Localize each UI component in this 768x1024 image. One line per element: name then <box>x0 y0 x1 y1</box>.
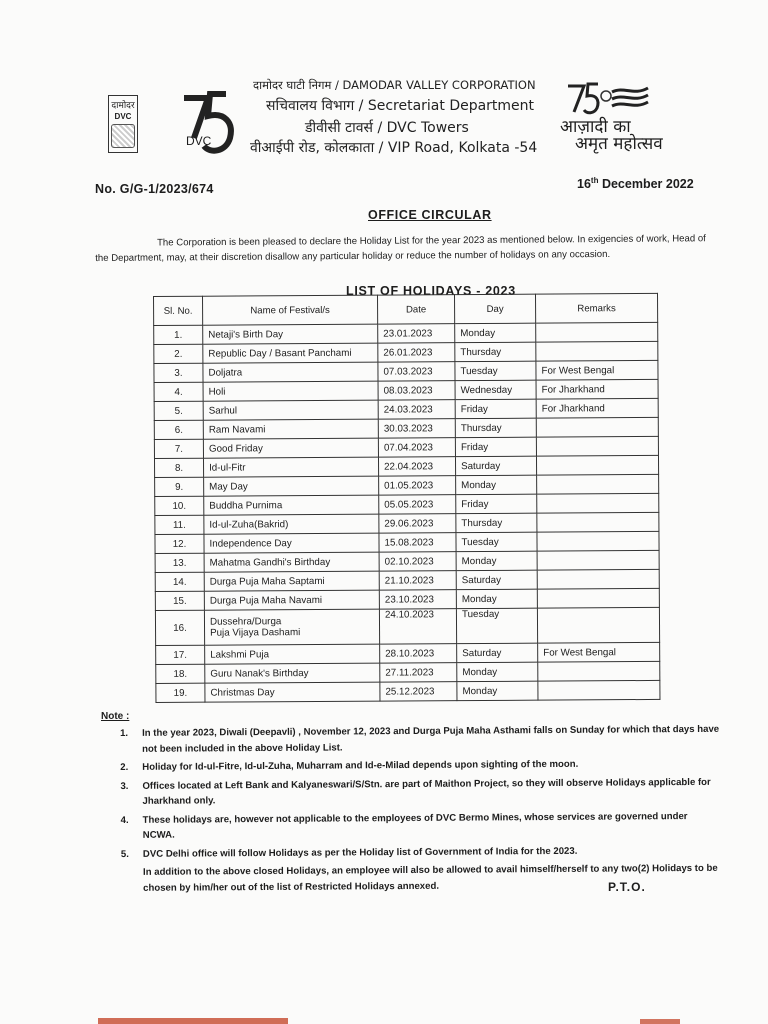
dvc-75-logo <box>180 88 240 160</box>
cell-remarks <box>537 531 659 551</box>
cell-date: 15.08.2023 <box>379 533 456 552</box>
cell-sl: 10. <box>155 496 204 515</box>
org-name-line: दामोदर घाटी निगम / DAMODAR VALLEY CORPORATION <box>253 78 536 92</box>
cell-remarks <box>538 661 660 681</box>
circular-title: OFFICE CIRCULAR <box>368 208 492 222</box>
cell-day: Tuesday <box>455 361 536 380</box>
festival-name-line2: Puja Vijaya Dashami <box>210 627 301 639</box>
cell-day: Saturday <box>457 643 538 662</box>
cell-remarks <box>536 322 658 342</box>
cell-festival-name: Good Friday <box>203 438 378 458</box>
col-header-sl: Sl. No. <box>154 296 203 325</box>
cell-festival-name: Independence Day <box>204 533 379 553</box>
cell-day: Monday <box>456 475 537 494</box>
note-number: 2. <box>120 761 129 773</box>
date-month-year: December 2022 <box>601 177 694 192</box>
note-text: In the year 2023, Diwali (Deepavli) , November 12, 2023 and Durga Puja Maha Asthami falls on Sunday for which that days have not been included in the above Holiday List. <box>142 723 720 755</box>
cell-date: 08.03.2023 <box>378 381 455 400</box>
azadi-text-line2: अमृत महोत्सव <box>575 134 663 154</box>
cell-date: 29.06.2023 <box>379 514 456 533</box>
cell-sl: 1. <box>154 325 203 344</box>
note-heading: Note : <box>101 711 130 722</box>
cell-festival-name: Doljatra <box>203 362 378 382</box>
cell-sl: 19. <box>156 683 205 702</box>
note-text: Holiday for Id-ul-Fitre, Id-ul-Zuha, Muharram and Id-e-Milad depends upon sighting of the moon. <box>142 758 579 773</box>
cell-festival-name: Durga Puja Maha Navami <box>204 590 379 610</box>
cell-remarks <box>537 588 659 608</box>
cell-sl: 3. <box>154 363 203 382</box>
cell-day: Wednesday <box>455 380 536 399</box>
circular-date <box>577 176 694 191</box>
cell-day: Thursday <box>455 418 536 437</box>
emblem-abbr-text: DVC <box>114 112 132 121</box>
cell-festival-name: Sarhul <box>203 400 378 420</box>
col-header-remarks: Remarks <box>535 293 657 323</box>
cell-date: 26.01.2023 <box>378 343 455 362</box>
cell-date: 24.10.2023 <box>379 609 456 644</box>
cell-day: Monday <box>457 662 538 681</box>
holiday-table-wrapper <box>153 293 660 703</box>
cell-festival-name: Mahatma Gandhi's Birthday <box>204 552 379 572</box>
cell-remarks <box>537 569 659 589</box>
cell-day: Saturday <box>455 456 536 475</box>
intro-text: The Corporation is been pleased to declare the Holiday List for the year 2023 as mentioned below. In exigencies of work, Head of the Department, may, at their discretion disallow any particular holiday or reduce the number of holidays on any occasion. <box>95 233 706 264</box>
scan-edge-mark-right <box>640 1019 680 1024</box>
cell-remarks <box>537 512 659 532</box>
cell-sl: 2. <box>154 344 203 363</box>
cell-date: 02.10.2023 <box>379 552 456 571</box>
cell-day: Monday <box>455 323 536 342</box>
note-number: 3. <box>120 780 129 792</box>
cell-day: Saturday <box>456 570 537 589</box>
cell-date: 27.11.2023 <box>380 663 457 682</box>
extra-note: In addition to the above closed Holidays, an employee will also be allowed to avail himself/herself to any two(2) Holidays to be chosen by him/her out of the list of Restricted Holidays annexed. <box>142 862 718 894</box>
note-number: 4. <box>120 814 129 826</box>
cell-date: 28.10.2023 <box>380 644 457 663</box>
cell-sl: 11. <box>155 515 204 534</box>
date-day: 16 <box>577 177 591 192</box>
note-item <box>121 842 721 862</box>
cell-festival-name: Ram Navami <box>203 419 378 439</box>
cell-sl: 14. <box>155 572 204 591</box>
cell-sl: 17. <box>156 645 205 664</box>
cell-festival-name: Durga Puja Maha Saptami <box>204 571 379 591</box>
address-line: वीआईपी रोड, कोलकाता / VIP Road, Kolkata -54 <box>250 140 538 156</box>
cell-sl: 18. <box>156 664 205 683</box>
cell-sl: 15. <box>155 591 204 610</box>
cell-date: 23.01.2023 <box>378 324 455 343</box>
note-item <box>120 756 720 776</box>
building-line: डीवीसी टावर्स / DVC Towers <box>305 120 469 136</box>
cell-festival-name: Buddha Purnima <box>204 495 379 515</box>
cell-remarks <box>537 550 659 570</box>
cell-sl: 16. <box>155 610 204 645</box>
cell-remarks <box>537 474 659 494</box>
cell-day: Tuesday <box>456 532 537 551</box>
cell-day: Friday <box>456 494 537 513</box>
col-header-name: Name of Festival/s <box>203 295 378 325</box>
col-header-date: Date <box>377 295 454 324</box>
cell-sl: 8. <box>154 458 203 477</box>
azadi-text-line1: आज़ादी का <box>560 117 631 137</box>
emblem-art-icon <box>111 124 135 148</box>
cell-date: 22.04.2023 <box>378 457 455 476</box>
cell-festival-name: Christmas Day <box>205 682 380 702</box>
cell-day: Monday <box>457 681 538 700</box>
cell-festival-name: Netaji's Birth Day <box>203 324 378 344</box>
table-row <box>156 680 660 702</box>
cell-day: Friday <box>455 437 536 456</box>
cell-sl: 7. <box>154 439 203 458</box>
cell-remarks <box>538 680 660 700</box>
cell-day: Monday <box>456 551 537 570</box>
cell-remarks <box>536 341 658 361</box>
reference-number: No. G/G-1/2023/674 <box>95 182 214 196</box>
cell-date: 21.10.2023 <box>379 571 456 590</box>
cell-remarks: For Jharkhand <box>536 398 658 418</box>
note-item <box>120 722 720 757</box>
cell-sl: 13. <box>155 553 204 572</box>
cell-remarks <box>537 607 659 643</box>
department-line: सचिवालय विभाग / Secretariat Department <box>266 98 535 114</box>
logo-75-dvc-text: DVC <box>186 134 212 148</box>
cell-date: 07.04.2023 <box>378 438 455 457</box>
cell-festival-name: Lakshmi Puja <box>205 644 380 664</box>
note-text: These holidays are, however not applicable to the employees of DVC Bermo Mines, whose services are governed under NCWA. <box>142 810 688 841</box>
cell-sl: 5. <box>154 401 203 420</box>
note-text: Offices located at Left Bank and Kalyaneswari/S/Stn. are part of Maithon Project, so they will observe Holidays applicable for Jharkhand only. <box>142 776 711 807</box>
cell-remarks <box>536 436 658 456</box>
cell-festival-name: Guru Nanak's Birthday <box>205 663 380 683</box>
cell-date: 25.12.2023 <box>380 682 457 701</box>
cell-date: 24.03.2023 <box>378 400 455 419</box>
cell-day: Thursday <box>456 513 537 532</box>
cell-date: 01.05.2023 <box>379 476 456 495</box>
cell-remarks: For Jharkhand <box>536 379 658 399</box>
note-number: 5. <box>120 848 129 860</box>
notes-container <box>120 722 721 862</box>
date-suffix: th <box>590 176 599 185</box>
cell-date: 07.03.2023 <box>378 362 455 381</box>
note-text: DVC Delhi office will follow Holidays as per the Holiday list of Government of India for the 2023. <box>142 845 578 860</box>
notes-list <box>120 722 721 896</box>
cell-festival-name: May Day <box>204 476 379 496</box>
cell-day: Monday <box>456 589 537 608</box>
cell-remarks <box>537 493 659 513</box>
cell-festival-name <box>204 609 379 645</box>
cell-date: 30.03.2023 <box>378 419 455 438</box>
cell-date: 05.05.2023 <box>379 495 456 514</box>
note-number: 1. <box>120 727 129 739</box>
cell-day: Tuesday <box>456 608 537 643</box>
emblem-hindi-text: दामोदर <box>111 101 135 111</box>
cell-sl: 9. <box>155 477 204 496</box>
table-row <box>155 607 659 645</box>
note-item <box>120 774 720 809</box>
seventy-five-icon <box>180 88 240 160</box>
table-body <box>154 322 660 702</box>
cell-festival-name: Id-ul-Fitr <box>203 457 378 477</box>
cell-remarks <box>536 455 658 475</box>
note-item <box>121 808 721 843</box>
cell-sl: 12. <box>155 534 204 553</box>
cell-festival-name: Republic Day / Basant Panchami <box>203 343 378 363</box>
festival-name-line1: Dussehra/Durga <box>209 616 282 628</box>
cell-remarks: For West Bengal <box>538 642 660 662</box>
cell-sl: 6. <box>154 420 203 439</box>
intro-paragraph <box>95 231 707 266</box>
col-header-day: Day <box>454 294 535 323</box>
cell-date: 23.10.2023 <box>379 590 456 609</box>
holiday-table <box>153 293 660 703</box>
table-header-row <box>154 293 658 325</box>
cell-day: Friday <box>455 399 536 418</box>
cell-festival-name: Holi <box>203 381 378 401</box>
cell-sl: 4. <box>154 382 203 401</box>
dvc-emblem-logo <box>108 95 138 153</box>
scan-edge-mark <box>98 1018 288 1024</box>
cell-remarks <box>536 417 658 437</box>
pto-text: P.T.O. <box>608 880 646 894</box>
cell-festival-name: Id-ul-Zuha(Bakrid) <box>204 514 379 534</box>
holiday-list-title: LIST OF HOLIDAYS - 2023 <box>346 284 516 298</box>
cell-day: Thursday <box>455 342 536 361</box>
cell-remarks: For West Bengal <box>536 360 658 380</box>
